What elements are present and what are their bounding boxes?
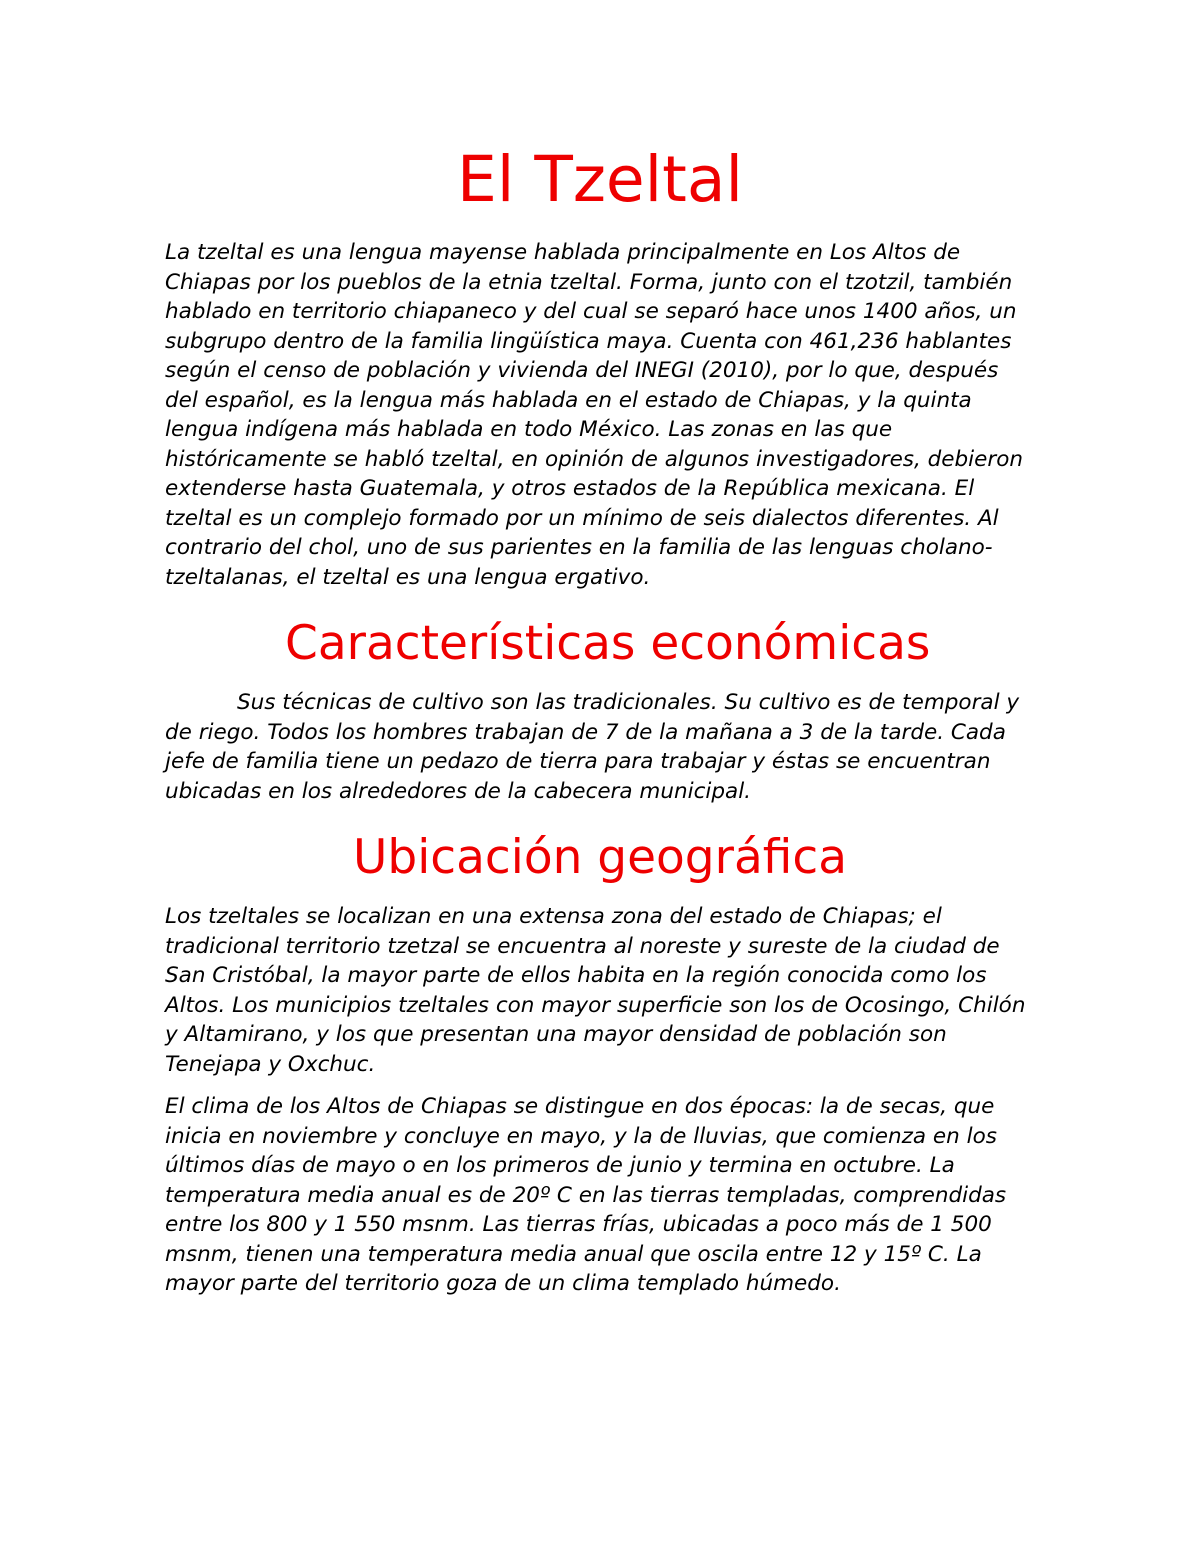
section-heading-economic: Características económicas bbox=[285, 616, 931, 671]
document-title: El Tzeltal bbox=[457, 143, 743, 216]
section-heading-geography: Ubicación geográfica bbox=[352, 830, 848, 885]
document-page bbox=[165, 130, 1035, 1299]
economic-paragraph: Sus técnicas de cultivo son las tradicionales. Su cultivo es de temporal y de riego. Todos los hombres trabajan de 7 de la mañana a 3 de la tarde. Cada jefe de familia tiene un pedazo de tierra para trabajar y éstas se encuentran ubicadas en los alrededores de la cabecera municipal. bbox=[165, 690, 1020, 804]
geography-paragraph-location: Los tzeltales se localizan en una extensa zona del estado de Chiapas; el tradicional territorio tzetzal se encuentra al noreste y sureste de la ciudad de San Cristóbal, la mayor parte de ellos habita en la región conocida como los Altos. Los municipios tzeltales con mayor superficie son los de Ocosingo, Chilón y Altamirano, y los que presentan una mayor densidad de población son Tenejapa y Oxchuc. bbox=[165, 904, 1026, 1077]
geography-paragraph-climate: El clima de los Altos de Chiapas se distingue en dos épocas: la de secas, que inicia en noviembre y concluye en mayo, y la de lluvias, que comienza en los últimos días de mayo o en los primeros de junio y termina en octubre. La temperatura media anual es de 20º C en las tierras templadas, comprendidas entre los 800 y 1 550 msnm. Las tierras frías, ubicadas a poco más de 1 500 msnm, tienen una temperatura media anual que oscila entre 12 y 15º C. La mayor parte del territorio goza de un clima templado húmedo. bbox=[165, 1094, 1007, 1296]
intro-paragraph: La tzeltal es una lengua mayense hablada principalmente en Los Altos de Chiapas por los pueblos de la etnia tzeltal. Forma, junto con el tzotzil, también hablado en territorio chiapaneco y del cual se separó hace unos 1400 años, un subgrupo dentro de la familia lingüística maya. Cuenta con 461,236 hablantes según el censo de población y vivienda del INEGI (2010), por lo que, después del español, es la lengua más hablada en el estado de Chiapas, y la quinta lengua indígena más hablada en todo México. Las zonas en las que históricamente se habló tzeltal, en opinión de algunos investigadores, debieron extenderse hasta Guatemala, y otros estados de la República mexicana. El tzeltal es un complejo formado por un mínimo de seis dialectos diferentes. Al contrario del chol, uno de sus parientes en la familia de las lenguas cholano-tzeltalanas, el tzeltal es una lengua ergativo. bbox=[165, 240, 1024, 590]
